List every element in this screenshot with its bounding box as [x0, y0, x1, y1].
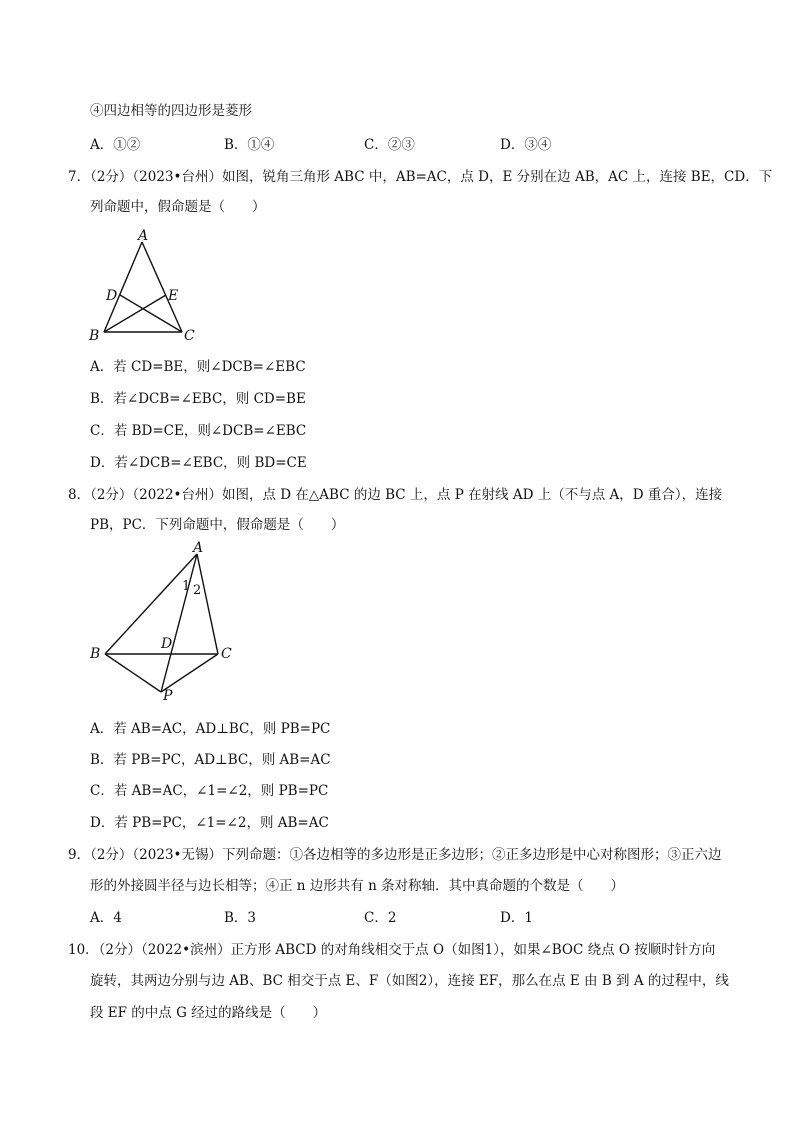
q8-option-b[interactable]: B．若 PB=PC，AD⊥BC，则 AB=AC [90, 752, 331, 768]
q9-option-b[interactable]: B．3 [224, 910, 257, 926]
q7-stem-line1: 7．（2分）（2023•台州）如图，锐角三角形 ABC 中，AB=AC，点 D，E 分别在边 AB，AC 上，连接 BE，CD．下 [68, 169, 773, 185]
q8-option-d[interactable]: D．若 PB=PC，∠1=∠2，则 AB=AC [90, 815, 329, 831]
q7-option-a[interactable]: A．若 CD=BE，则∠DCB=∠EBC [90, 359, 306, 375]
q9-option-a[interactable]: A．4 [90, 910, 122, 926]
q10-stem-line1: 10．（2分）（2022•滨州）正方形 ABCD 的对角线相交于点 O（如图1），如果∠BOC 绕点 O 按顺时针方向 [68, 942, 716, 958]
q7-label-a: A [138, 228, 149, 244]
q8-label-d: D [161, 636, 173, 652]
q8-stem-line1: 8．（2分）（2022•台州）如图，点 D 在△ABC 的边 BC 上，点 P 在射线 AD 上（不与点 A，D 重合），连接 [68, 487, 723, 503]
q8-stem-line2: PB，PC．下列命题中，假命题是（ ） [90, 517, 345, 533]
q7-label-c: C [184, 328, 195, 344]
q7-stem-line2: 列命题中，假命题是（ ） [90, 199, 266, 215]
q8-label-c: C [221, 646, 232, 662]
q6-statement-4: ④四边相等的四边形是菱形 [90, 103, 252, 119]
q8-triangle-figure [85, 538, 245, 708]
q6-option-d[interactable]: D．③④ [500, 137, 552, 153]
q7-option-b[interactable]: B．若∠DCB=∠EBC，则 CD=BE [90, 391, 306, 407]
q8-label-angle1: 1 [182, 579, 191, 594]
q10-stem-line3: 段 EF 的中点 G 经过的路线是（ ） [90, 1005, 327, 1021]
q9-stem-line2: 形的外接圆半径与边长相等；④正 n 边形共有 n 条对称轴．其中真命题的个数是（ ） [90, 878, 625, 894]
q7-option-d[interactable]: D．若∠DCB=∠EBC，则 BD=CE [90, 455, 307, 471]
q9-option-c[interactable]: C．2 [364, 910, 397, 926]
q8-option-a[interactable]: A．若 AB=AC，AD⊥BC，则 PB=PC [90, 721, 331, 737]
q6-option-b[interactable]: B．①④ [224, 137, 275, 153]
q9-stem-line1: 9．（2分）（2023•无锡）下列命题：①各边相等的多边形是正多边形；②正多边形是中心对称图形；③正六边 [68, 847, 722, 863]
q8-label-a: A [193, 540, 204, 556]
q7-label-e: E [168, 288, 179, 304]
q6-option-c[interactable]: C．②③ [364, 137, 415, 153]
q10-stem-line2: 旋转，其两边分别与边 AB、BC 相交于点 E、F（如图2），连接 EF，那么在点 E 由 B 到 A 的过程中，线 [90, 973, 729, 989]
q8-label-p: P [163, 688, 173, 704]
q7-label-d: D [106, 288, 118, 304]
q7-triangle-figure [80, 228, 210, 346]
q7-label-b: B [89, 328, 100, 344]
q6-option-a[interactable]: A．①② [90, 137, 141, 153]
q7-option-c[interactable]: C．若 BD=CE，则∠DCB=∠EBC [90, 423, 307, 439]
q8-label-b: B [90, 646, 101, 662]
q9-option-d[interactable]: D．1 [500, 910, 533, 926]
q8-label-angle2: 2 [193, 583, 202, 598]
q8-option-c[interactable]: C．若 AB=AC，∠1=∠2，则 PB=PC [90, 783, 329, 799]
